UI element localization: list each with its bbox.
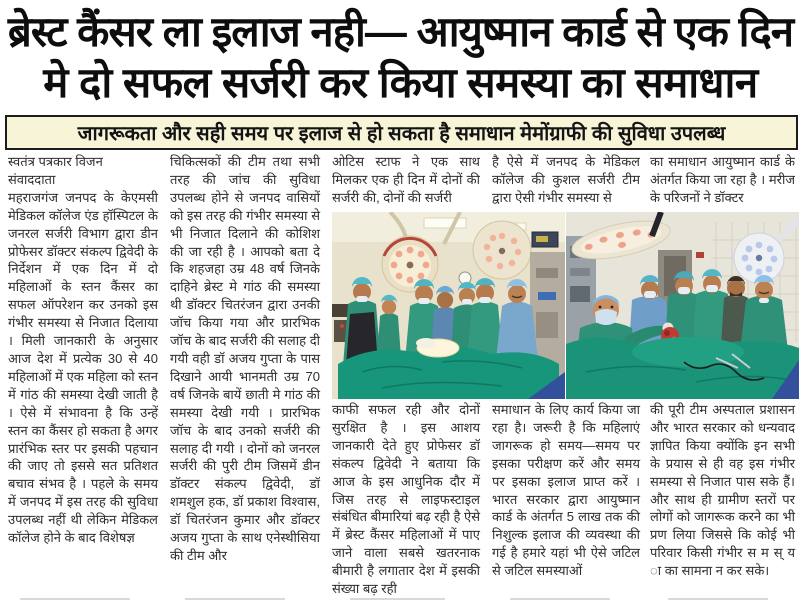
column-4-bottom-text: समाधान के लिए कार्य किया जा रहा है। जरूरी है कि महिलाएं जागरूक हो समय—समय पर इसका परीक्षण करें और समय पर इसका इलाज प्राप्त करें । भारत सरकार द्वारा आयुष्मान कार्ड के अंतर्गत 5 लाख तक की निशुल्क इलाज की व्यवस्था की गई है हमारे यहां भी ऐसे जटिल से जटिल समस्याओं <box>492 402 640 579</box>
column-5-top-text: का समाधान आयुष्मान कार्ड के अंतर्गत किया जा रहा है । मरीज के परिजनों ने डॉक्टर <box>650 154 795 205</box>
body-column-4-bottom <box>492 401 640 597</box>
headline-line-2: मे दो सफल सर्जरी कर किया समस्या का समाधान <box>43 59 758 106</box>
column-1-text: महराजगंज जनपद के केएमसी मेडिकल कॉलेज एंड हॉस्पिटल के जनरल सर्जरी विभाग द्वारा डीन प्रोफेसर डॉक्टर संकल्प द्विवेदी के निर्देशन में एक दिन में दो महिलाओं के स्तन कैंसर का सफल ऑपरेशन कर उनको इस गंभीर समस्या से निजात दिलाया । मिली जानकारी के अनुसार आज देश में प्रत्येक 30 से 40 महिलाओं में एक महिला को स्तन में गांठ की समस्या देखी जाती है । ऐसे में संभावना है कि उन्हें स्तन का कैंसर हो सकता है अगर प्रारंभिक स्तर पर इसकी पहचान की जाए तो इससे सत प्रतिशत बचाव संभव है । पहले के समय में जनपद में इस तरह की सुविधा उपलब्ध नहीं थी लेकिन मेडिकल कॉलेज होने के बाद विशेषज्ञ <box>8 189 158 546</box>
body-column-5-bottom <box>650 401 795 597</box>
byline-line-1: स्वतंत्र पत्रकार विजन <box>8 154 103 169</box>
column-3-bottom-text: काफी सफल रही और दोनों सुरक्षित है । इस आशय जानकारी देते हुए प्रोफेसर डॉ संकल्प द्विवेदी ने बताया कि आज के इस आधुनिक दौर में जिस तरह से लाइफस्टाइल संबंधित बीमारियां बढ़ रही है ऐसे में ब्रेस्ट कैंसर महिलाओं में पाए जाने वाला सबसे खतरनाक बीमारी है लगातार देश में इसकी संख्या बढ़ रही <box>332 402 480 597</box>
body-column-3-top <box>332 153 480 209</box>
column-2-text: चिकित्सकों की टीम तथा सभी तरह की जांच की सुविधा उपलब्ध होने से जनपद वासियों को इस तरह की गंभीर समस्या से भी निजात दिलाने की कोशिश की जा रही है । आपको बता दे कि शहजहा उम्र 48 वर्ष जिनके दाहिने ब्रेस्ट मे गांठ की समस्या थी डॉक्टर चितरंजन द्वारा उनकी जॉच किया गया और प्रारभिक जॉच के बाद सर्जरी की सलाह दी गयी वही डॉ अजय गुप्ता के पास दिखाने आयी भानमती उम्र 70 वर्ष जिनके बायें छाती मे गांठ की समस्या देखी गयी । प्रारभिक जॉच के बाद उनको सर्जरी की सलाह दी गयी । दोनों को जनरल सर्जरी की पुरी टीम जिसमें डीन डॉक्टर संकल्प द्विवेदी, डॉ शमशुल हक, डॉ प्रकाश विश्वास, डॉ चितरंजन कुमार और डॉक्टर अजय गुप्ता के साथ एनेस्थीसिया की टीम और <box>170 154 320 563</box>
body-column-2 <box>170 153 320 599</box>
surgical-lamp-icon <box>473 221 531 279</box>
body-column-1 <box>8 153 158 599</box>
page-cut-artifact <box>350 598 445 600</box>
patient-drape <box>566 337 799 399</box>
headline <box>0 6 801 108</box>
headline-line-1: ब्रेस्ट कैंसर ला इलाज नही— आयुष्मान कार्ड से एक दिन <box>7 8 794 55</box>
page-cut-artifact <box>510 598 610 600</box>
body-column-5-top <box>650 153 795 209</box>
byline-line-2: संवाददाता <box>8 171 56 187</box>
page-cut-artifact <box>668 598 768 600</box>
column-5-bottom-text: की पूरी टीम अस्पताल प्रशासन और भारत सरकार को धन्यवाद ज्ञापित किया क्योंकि इन सभी के प्रयास से ही वह इस गंभीर समस्या से निजात पास सके हैं। और साथ ही ग्रामीण स्तरों पर लोगों को जागरूक करने का भी प्रण लिया जिससे कि कोई भी परिवार किसी गंभीर स म स् य ा का सामना न कर सके। <box>650 402 795 579</box>
column-3-top-text: ओटिस स्टाफ ने एक साथ मिलकर एक ही दिन में दोनों की सर्जरी की, दोनों की सर्जरी <box>332 154 480 205</box>
surgery-team-illustration-right <box>566 212 799 399</box>
operation-theatre-photo-right <box>566 212 799 399</box>
body-column-4-top <box>492 153 640 209</box>
body-column-3-bottom <box>332 401 480 597</box>
operation-theatre-photo-left <box>332 212 565 399</box>
subheadline-text: जागरूकता और सही समय पर इलाज से हो सकता है समाधान मेमोंग्राफी की सुविधा उपलब्ध <box>77 123 726 145</box>
column-4-top-text: है ऐसे में जनपद के मेडिकल कॉलेज की कुशल सर्जरी टीम द्वारा ऐसी गंभीर समस्या से <box>492 154 640 205</box>
subheadline-bar <box>5 115 798 150</box>
page-cut-artifact <box>20 598 130 600</box>
page-cut-artifact <box>185 598 285 600</box>
surgery-team-illustration-left <box>332 212 565 399</box>
